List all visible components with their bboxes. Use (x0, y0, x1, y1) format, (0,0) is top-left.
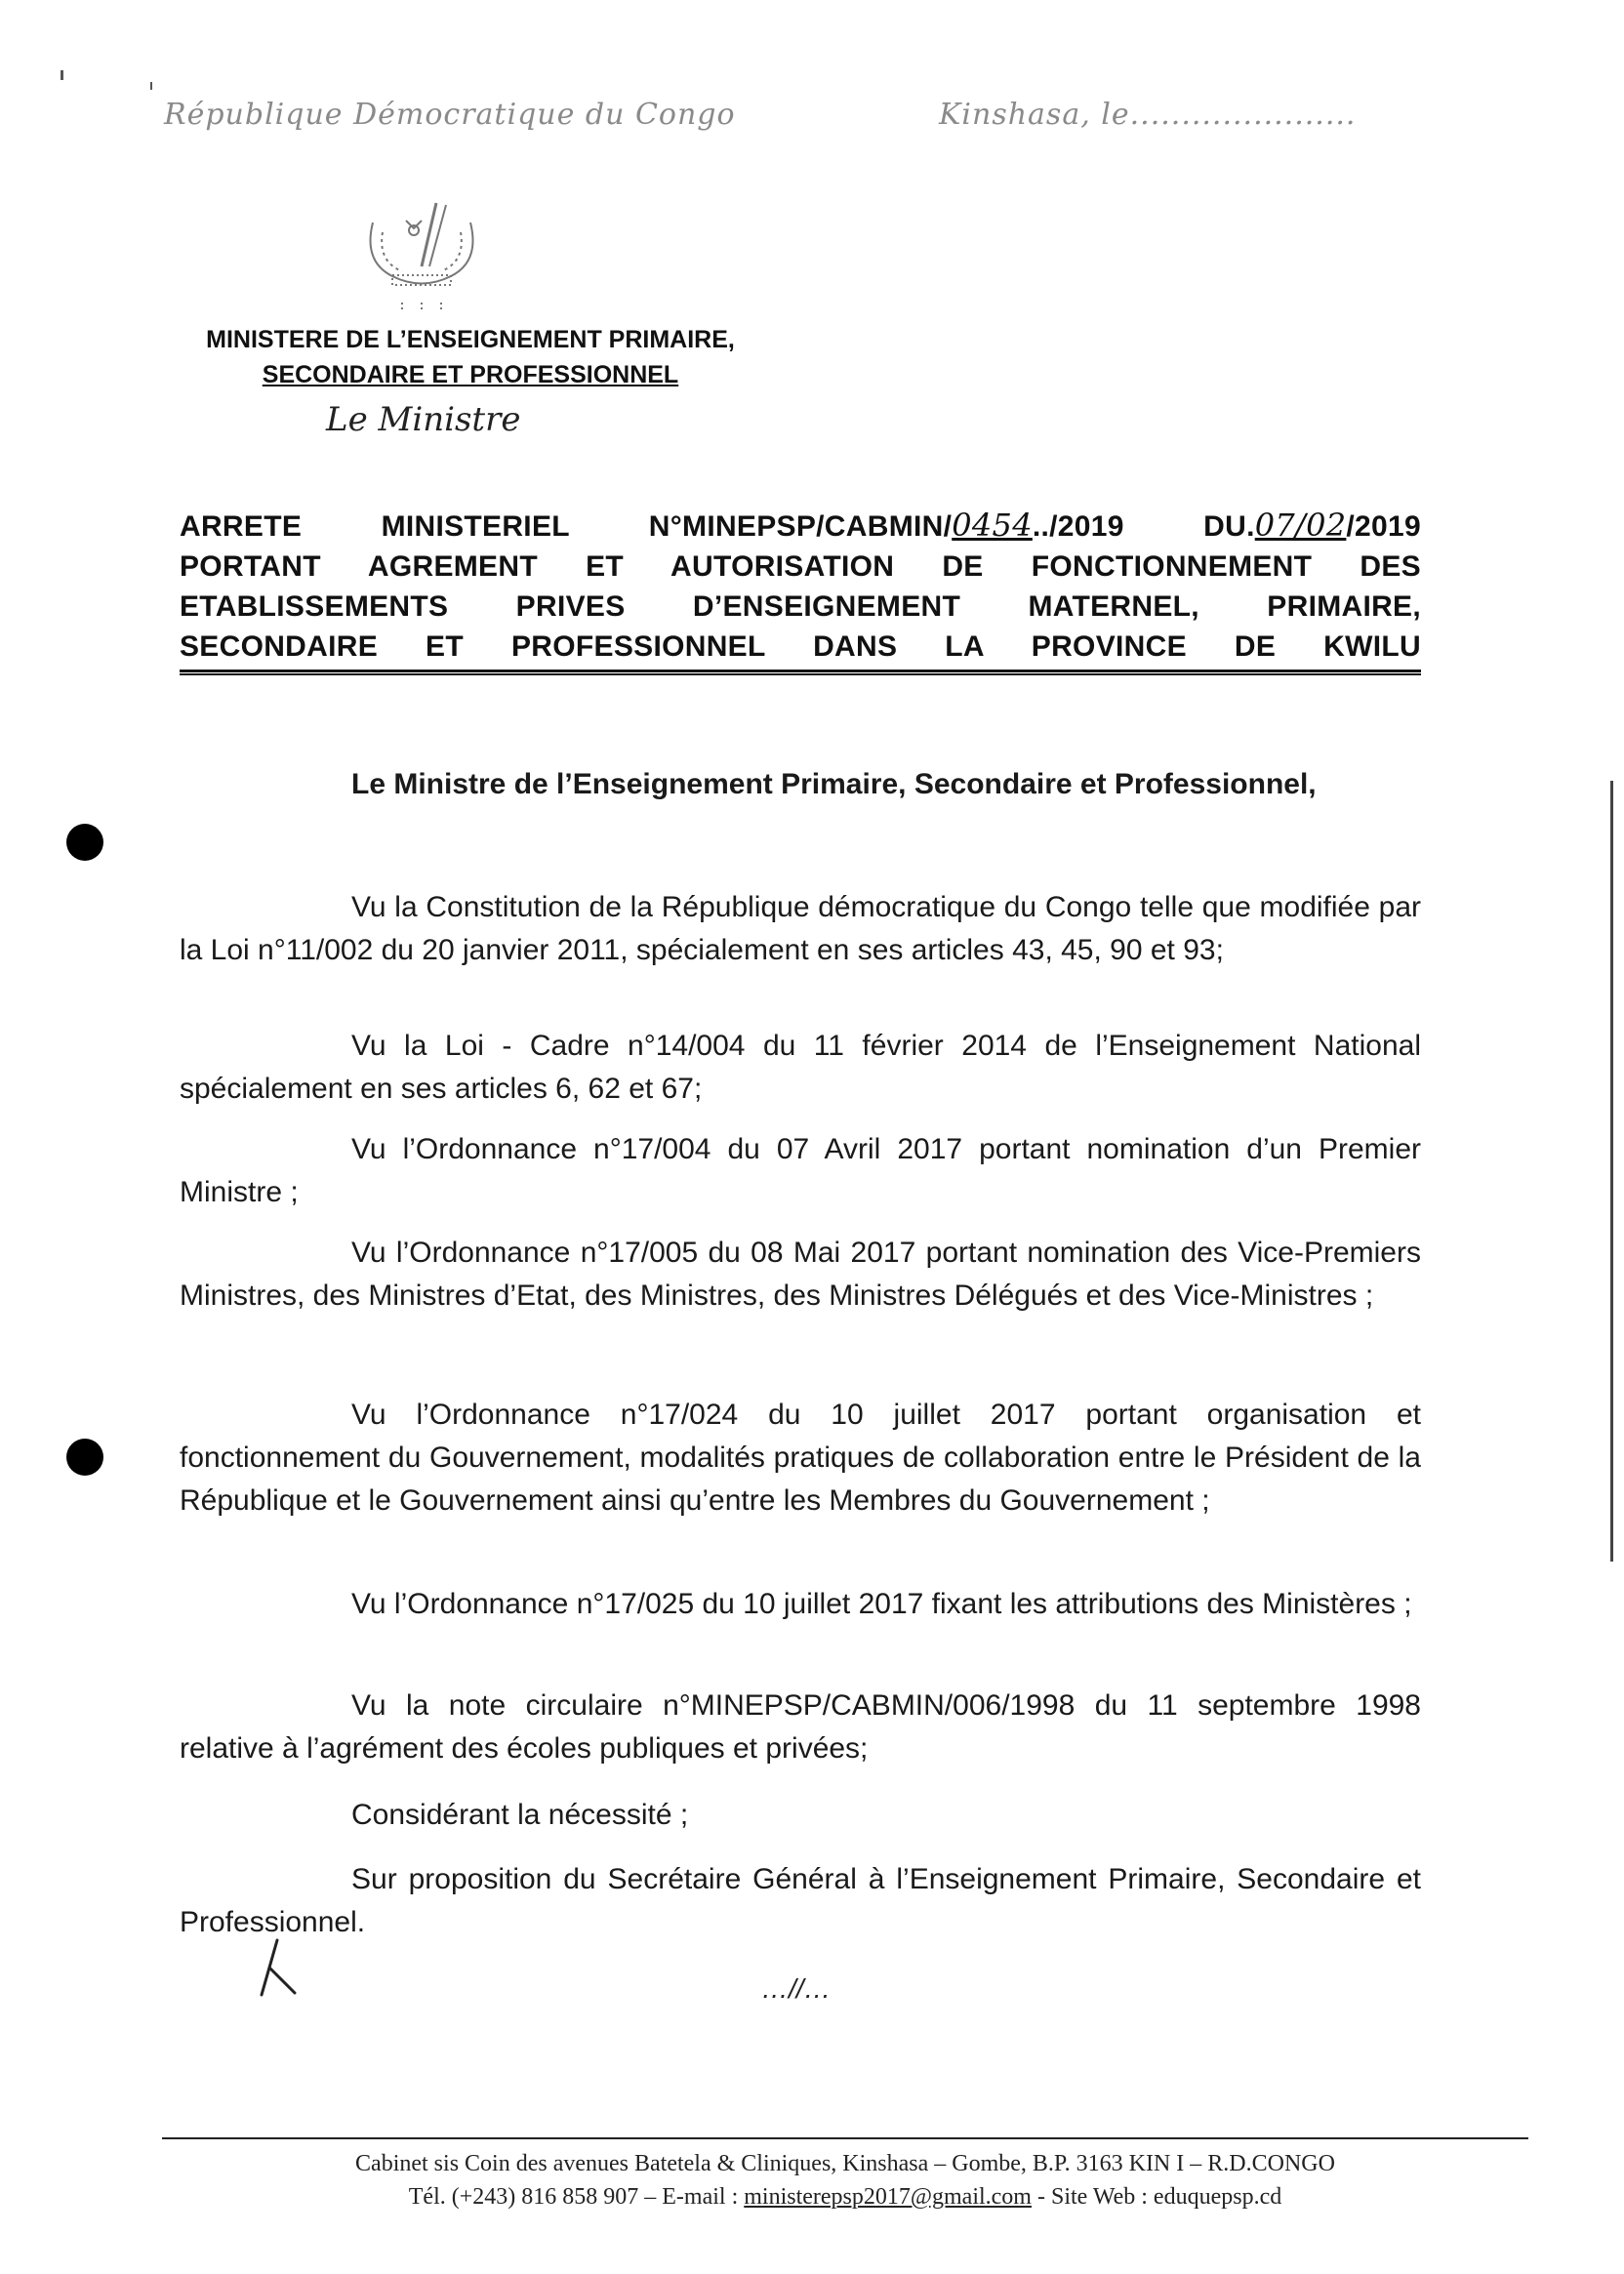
salutation (180, 763, 1421, 806)
decree-date-handwritten: 07/02 (1254, 507, 1347, 544)
title-underline (180, 670, 1421, 672)
recital-paragraph (180, 1858, 1421, 1944)
ministry-line-1: MINISTERE DE L’ENSEIGNEMENT PRIMAIRE, (206, 326, 735, 353)
recital-text: Sur proposition du Secrétaire Général à l’Enseignement Primaire, Secondaire et Professionnel. (180, 1863, 1421, 1938)
footer (162, 2147, 1528, 2213)
recital-paragraph (180, 886, 1421, 972)
recital-text: Vu la note circulaire n°MINEPSP/CABMIN/006/1998 du 11 septembre 1998 relative à l’agrément des écoles publiques et privées; (180, 1689, 1421, 1765)
punch-hole (66, 824, 103, 861)
footer-rule (162, 2137, 1528, 2139)
recital-paragraph (180, 1685, 1421, 1770)
scan-margin-line (1610, 781, 1613, 1562)
continuation-mark: …//… (761, 1973, 832, 2004)
footer-contact (162, 2180, 1528, 2213)
scan-mark (61, 70, 63, 80)
footer-address: Cabinet sis Coin des avenues Batetela & Cliniques, Kinshasa – Gombe, B.P. 3163 KIN I – R.D.CONGO (355, 2151, 1335, 2176)
recital-paragraph (180, 1025, 1421, 1111)
recital-text: Considérant la nécessité ; (351, 1799, 689, 1831)
recital-paragraph (180, 1232, 1421, 1318)
recital-text: Vu la Constitution de la République démocratique du Congo telle que modifiée par la Loi n°11/002 du 20 janvier 2011, spécialement en ses articles 43, 45, 90 et 93; (180, 891, 1421, 966)
country-header-script: République Démocratique du Congo (164, 98, 736, 132)
decree-title-line-4: SECONDAIRE ET PROFESSIONNEL DANS LA PROVINCE DE KWILU (180, 630, 1421, 663)
recital-paragraph (180, 1583, 1421, 1626)
punch-hole (66, 1439, 103, 1476)
decree-title (180, 506, 1421, 667)
footer-email-link[interactable]: ministerepsp2017@gmail.com (744, 2184, 1032, 2210)
decree-prefix: ARRETE MINISTERIEL N°MINEPSP/CABMIN/ (180, 510, 953, 543)
recital-paragraph (180, 1394, 1421, 1523)
footer-site: - Site Web : eduquepsp.cd (1031, 2184, 1282, 2210)
decree-title-line-3: ETABLISSEMENTS PRIVES D’ENSEIGNEMENT MATERNEL, PRIMAIRE, (180, 590, 1421, 623)
decree-title-line-1 (180, 506, 1421, 547)
recital-paragraph (180, 1128, 1421, 1214)
place-date-script: Kinshasa, le...................... (939, 98, 1357, 132)
recital-text: Vu l’Ordonnance n°17/024 du 10 juillet 2017 portant organisation et fonctionnement du Gouvernement, modalités pratiques de collaboration entre le Président de la République et le Gouvernement ainsi qu’entre les Membres du Gouvernement ; (180, 1399, 1421, 1517)
recital-paragraph (180, 1794, 1421, 1837)
decree-title-line-2: PORTANT AGREMENT ET AUTORISATION DE FONCTIONNEMENT DES (180, 550, 1421, 583)
decree-year: /2019 (1346, 510, 1421, 543)
salutation-text: Le Ministre de l’Enseignement Primaire, Secondaire et Professionnel, (351, 768, 1317, 800)
title-underline-2 (180, 673, 1421, 675)
recital-text: Vu l’Ordonnance n°17/005 du 08 Mai 2017 portant nomination des Vice-Premiers Ministres, des Ministres d’Etat, des Ministres, des Ministres Délégués et des Vice-Ministres ; (180, 1237, 1421, 1312)
recital-text: Vu l’Ordonnance n°17/004 du 07 Avril 2017 portant nomination d’un Premier Ministre ; (180, 1133, 1421, 1208)
handwritten-initial (256, 1938, 304, 1997)
ministry-line-2: SECONDAIRE ET PROFESSIONNEL (262, 361, 679, 388)
coat-of-arms-emblem (353, 193, 490, 320)
decree-mid: ../2019 DU. (1032, 510, 1255, 543)
decree-number-handwritten: 0454 (952, 507, 1033, 544)
recital-text: Vu l’Ordonnance n°17/025 du 10 juillet 2017 fixant les attributions des Ministères ; (351, 1588, 1412, 1620)
le-ministre-script: Le Ministre (326, 400, 521, 439)
ministry-name (178, 322, 763, 392)
scan-mark (150, 82, 152, 90)
footer-tel: Tél. (+243) 816 858 907 – E-mail : (408, 2184, 745, 2210)
recital-text: Vu la Loi - Cadre n°14/004 du 11 février 2014 de l’Enseignement National spécialement en ses articles 6, 62 et 67; (180, 1030, 1421, 1105)
